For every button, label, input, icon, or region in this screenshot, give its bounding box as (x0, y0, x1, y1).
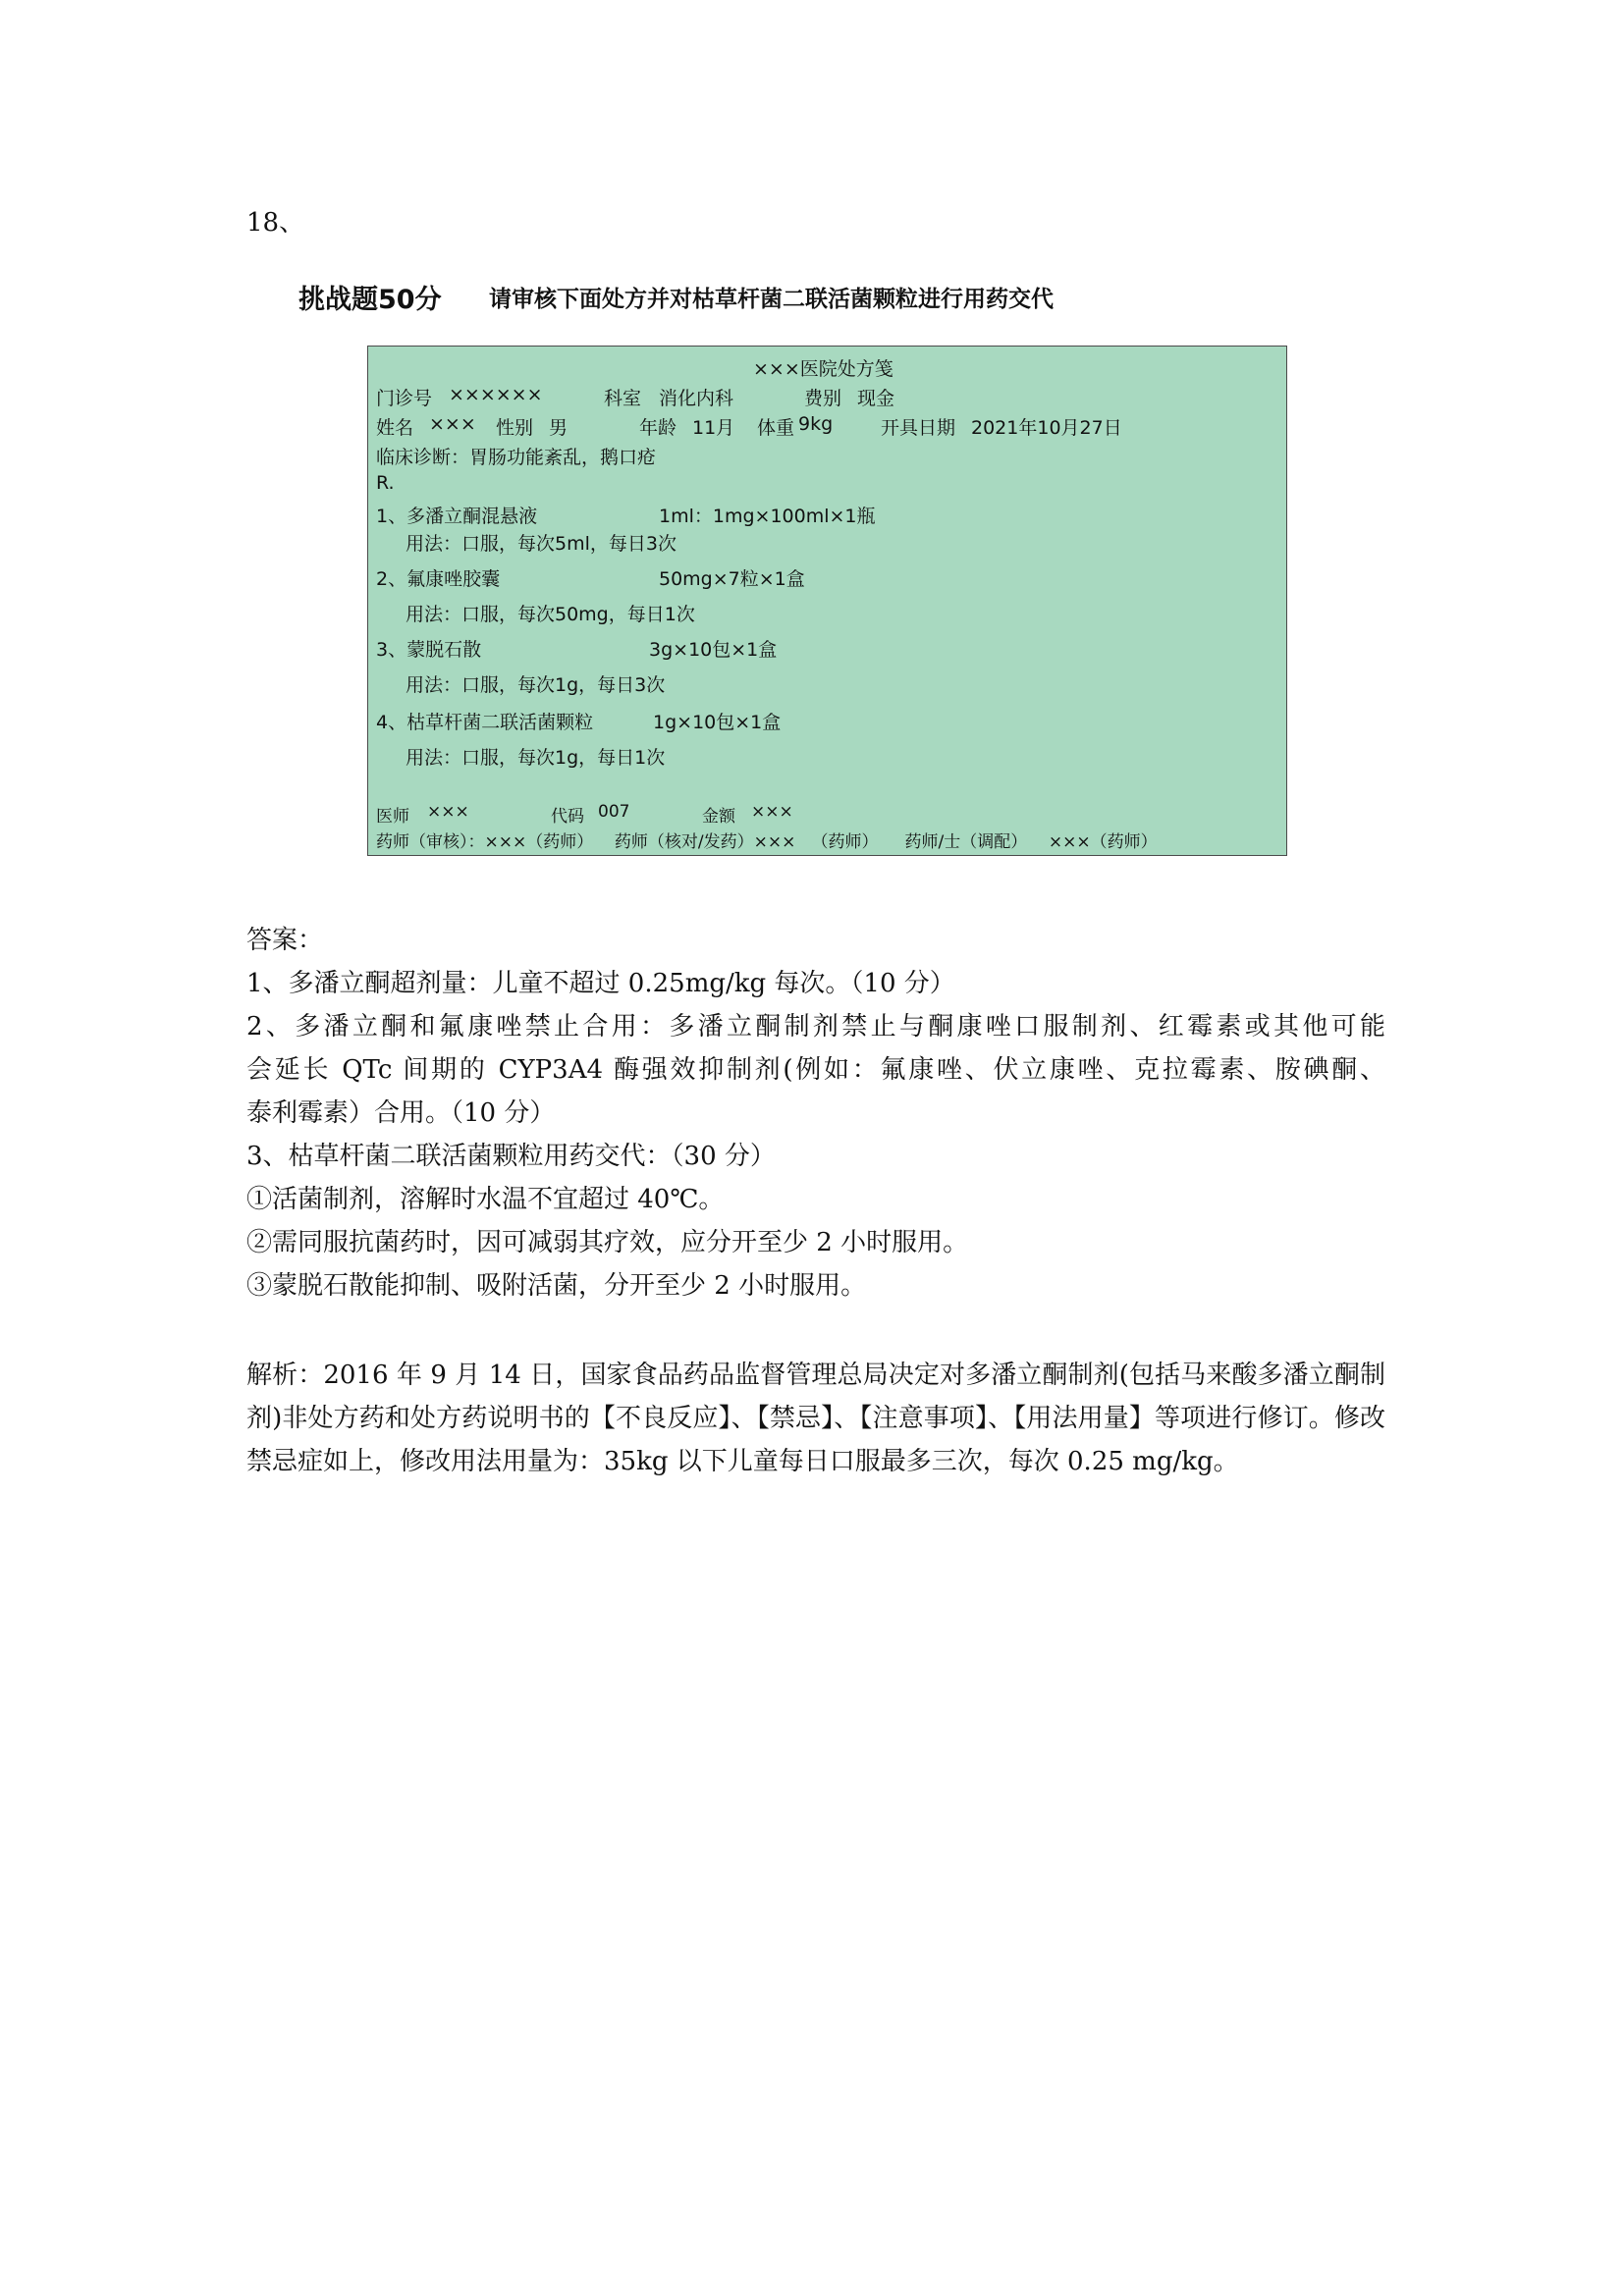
drug-spec: 1ml：1mg×100ml×1瓶 (659, 506, 876, 527)
fee-label: 费别 (804, 388, 842, 409)
drug-spec: 50mg×7粒×1盒 (659, 568, 805, 590)
analysis-section (246, 1354, 1385, 1483)
drug-spec: 3g×10包×1盒 (649, 639, 778, 661)
drug-usage: 用法：口服，每次50mg，每日1次 (406, 604, 695, 625)
answer-item-2-line: 2、多潘立酮和氟康唑禁止合用：多潘立酮制剂禁止与酮康唑口服制剂、红霉素或其他可能 (246, 1012, 1385, 1041)
answer-item-3-sub: ②需同服抗菌药时，因可减弱其疗效，应分开至少 2 小时服用。 (246, 1228, 969, 1257)
outpatient-no: ×××××× (449, 384, 543, 405)
fee-value: 现金 (857, 388, 895, 409)
drug-name: 2、氟康唑胶囊 (376, 568, 501, 590)
name-label: 姓名 (376, 417, 414, 439)
diagnosis: 临床诊断：胃肠功能紊乱，鹅口疮 (376, 447, 657, 468)
answer-item-2-line: 会延长 QTc 间期的 CYP3A4 酶强效抑制剂(例如：氟康唑、伏立康唑、克拉霉素、胺碘酮、 (246, 1055, 1385, 1085)
answer-item-3-sub: ③蒙脱石散能抑制、吸附活菌，分开至少 2 小时服用。 (246, 1271, 867, 1301)
weight-value: 9kg (798, 413, 834, 435)
pharmacist-line: 药师（审核）：×××（药师） 药师（核对/发药）××× （药师） 药师/士（调配） ×××（药师） (376, 832, 1158, 852)
sex-value: 男 (549, 417, 568, 439)
amount-value: ××× (751, 802, 793, 822)
drug-usage: 用法：口服，每次1g，每日3次 (406, 674, 666, 696)
weight-label: 体重 (757, 417, 795, 439)
drug-name: 1、多潘立酮混悬液 (376, 506, 538, 527)
drug-name: 4、枯草杆菌二联活菌颗粒 (376, 712, 594, 733)
prescription-card (367, 346, 1287, 856)
drug-usage: 用法：口服，每次1g，每日1次 (406, 747, 666, 769)
task-instruction: 请审核下面处方并对枯草杆菌二联活菌颗粒进行用药交代 (489, 287, 1054, 312)
dept-label: 科室 (604, 388, 642, 409)
drug-usage: 用法：口服，每次5ml，每日3次 (406, 533, 677, 555)
answer-item-3: 3、枯草杆菌二联活菌颗粒用药交代：（30 分） (246, 1142, 776, 1171)
date-value: 2021年10月27日 (971, 417, 1122, 439)
rp-symbol: R. (376, 472, 395, 494)
analysis-text: 解析：2016 年 9 月 14 日，国家食品药品监督管理总局决定对多潘立酮制剂(包括马来酸多潘立酮制剂)非处方药和处方药说明书的【不良反应】、【禁忌】、【注意事项】、【用法用量】等项进行修订。修改禁忌症如上，修改用法用量为：35kg 以下儿童每日口服最多三次，每次 0.25 mg/kg。 (246, 1361, 1385, 1476)
answer-section (246, 919, 1385, 1308)
prescription-title: ×××医院处方笺 (753, 358, 893, 380)
age-label: 年龄 (639, 417, 677, 439)
answer-item-3-sub: ①活菌制剂，溶解时水温不宜超过 40℃。 (246, 1185, 725, 1214)
amount-label: 金额 (702, 807, 735, 827)
challenge-label: 挑战题50分 (298, 285, 442, 315)
name-value: ××× (429, 413, 476, 435)
doctor-value: ××× (427, 802, 469, 822)
drug-spec: 1g×10包×1盒 (653, 712, 782, 733)
doctor-label: 医师 (376, 807, 409, 827)
date-label: 开具日期 (881, 417, 956, 439)
answer-heading: 答案： (246, 926, 324, 955)
answer-item-1: 1、多潘立酮超剂量：儿童不超过 0.25mg/kg 每次。（10 分） (246, 969, 955, 998)
drug-name: 3、蒙脱石散 (376, 639, 482, 661)
code-label: 代码 (551, 807, 584, 827)
answer-item-2-line: 泰利霉素）合用。（10 分） (246, 1098, 556, 1128)
sex-label: 性别 (496, 417, 534, 439)
dept-value: 消化内科 (659, 388, 734, 409)
outpatient-no-label: 门诊号 (376, 388, 433, 409)
code-value: 007 (598, 802, 630, 822)
age-value: 11月 (692, 417, 735, 439)
question-number: 18、 (246, 208, 305, 238)
